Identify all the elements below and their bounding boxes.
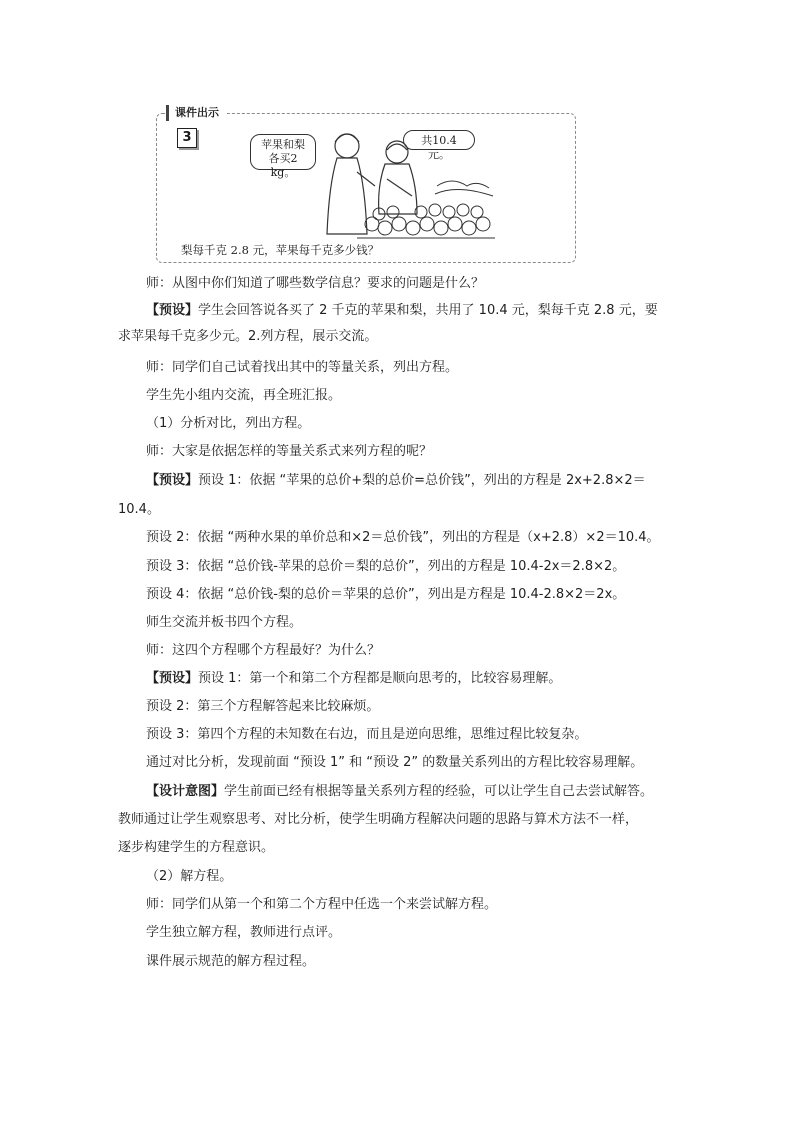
preset-paragraph [118, 298, 680, 324]
preset-tag: 【预设】 [146, 473, 199, 488]
paragraph: 师：大家是依据怎样的等量关系式来列方程的呢？ [146, 444, 433, 459]
preset-paragraph [118, 468, 680, 494]
paragraph: 师：从图中你们知道了哪些数学信息？要求的问题是什么？ [146, 276, 485, 291]
preset-paragraph [118, 666, 680, 692]
paragraph: 课件展示规范的解方程过程。 [146, 954, 316, 969]
paragraph-continuation: 10.4。 [118, 502, 160, 517]
speech-bubble-seller: 共10.4元。 [403, 130, 475, 150]
example-number-badge: 3 [177, 128, 197, 148]
preset-tag: 【预设】 [146, 303, 199, 318]
paragraph-continuation: 教师通过让学生观察思考、对比分析，使学生明确方程解决问题的思路与算术方法不一样， [118, 812, 639, 827]
bubble-line-1: 苹果和梨 [261, 138, 305, 151]
courseware-tag: 课件出示 [166, 105, 225, 121]
preset-tag: 【预设】 [146, 671, 199, 686]
paragraph: 预设 2：依据 “两种水果的单价总和×2＝总价钱”，列出的方程是（x+2.8）×2＝10.4。 [146, 530, 660, 545]
paragraph: 师生交流并板书四个方程。 [146, 615, 303, 630]
design-intent-paragraph [118, 779, 680, 805]
paragraph-text: 学生会回答说各买了 2 千克的苹果和梨，共用了 10.4 元，梨每千克 2.8 元，要 [198, 303, 658, 318]
paragraph: 师：同学们从第一个和第二个方程中任选一个来尝试解方程。 [146, 897, 498, 912]
paragraph: 预设 4：依据 “总价钱-梨的总价＝苹果的总价”，列出是方程是 10.4-2.8×2＝2x。 [146, 587, 626, 602]
bubble-line-2: 各买2 kg。 [268, 152, 298, 179]
courseware-figure [156, 113, 576, 263]
speech-bubble-customer [250, 134, 316, 179]
paragraph: 学生先小组内交流，再全班汇报。 [146, 388, 342, 403]
paragraph: （1）分析对比，列出方程。 [146, 416, 311, 431]
paragraph: 师：这四个方程哪个方程最好？为什么？ [146, 643, 381, 658]
paragraph: 预设 3：第四个方程的未知数在右边，而且是逆向思维，思维过程比较复杂。 [146, 727, 588, 742]
paragraph-continuation: 求苹果每千克多少元。2.列方程，展示交流。 [118, 329, 378, 344]
paragraph: 学生独立解方程，教师进行点评。 [146, 925, 342, 940]
design-intent-tag: 【设计意图】 [146, 784, 225, 799]
paragraph: 预设 3：依据 “总价钱-苹果的总价＝梨的总价”，列出的方程是 10.4-2x＝2.8×2。 [146, 559, 626, 574]
paragraph-text: 学生前面已经有根据等量关系列方程的经验，可以让学生自己去尝试解答。 [224, 784, 654, 799]
paragraph-continuation: 逐步构建学生的方程意识。 [118, 840, 275, 855]
paragraph: （2）解方程。 [146, 869, 233, 884]
paragraph-text: 预设 1：第一个和第二个方程都是顺向思考的，比较容易理解。 [198, 671, 562, 686]
paragraph: 预设 2：第三个方程解答起来比较麻烦。 [146, 699, 380, 714]
paragraph: 师：同学们自己试着找出其中的等量关系，列出方程。 [146, 360, 459, 375]
paragraph: 通过对比分析，发现前面 “预设 1” 和 “预设 2” 的数量关系列出的方程比较容易理解。 [146, 755, 644, 770]
figure-caption: 梨每千克 2.8 元，苹果每千克多少钱？ [181, 243, 380, 257]
fruit-stall-illustration [317, 124, 497, 249]
paragraph-text: 预设 1：依据 “苹果的总价+梨的总价=总价钱”，列出的方程是 2x+2.8×2＝ [198, 473, 646, 488]
